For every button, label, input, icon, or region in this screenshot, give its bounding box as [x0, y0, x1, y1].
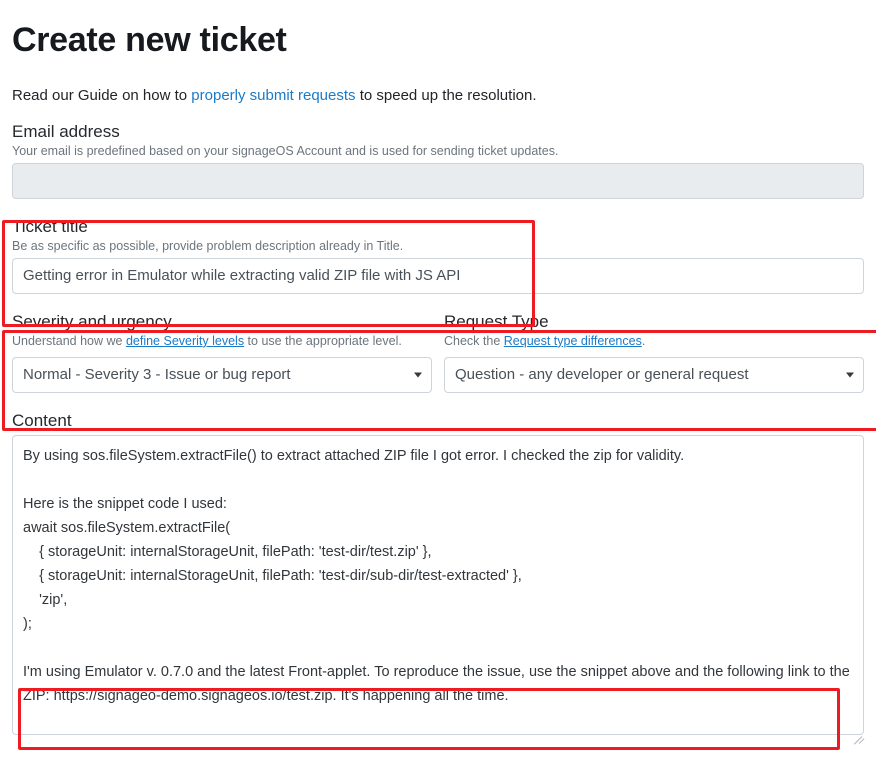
email-field[interactable]	[12, 163, 864, 199]
submit-requests-guide-link[interactable]: properly submit requests	[191, 86, 356, 104]
severity-select[interactable]	[12, 357, 432, 393]
content-textarea[interactable]	[12, 435, 864, 735]
severity-help-prefix: Understand how we	[12, 333, 126, 348]
severity-help	[12, 334, 432, 348]
request-type-help-suffix: .	[641, 333, 646, 348]
request-type-label: Request Type	[444, 311, 549, 331]
intro-text	[12, 87, 864, 104]
email-help: Your email is predefined based on your signageOS Account and is used for sending ticket updates.	[12, 143, 559, 158]
request-type-select[interactable]	[444, 357, 864, 393]
request-type-help	[444, 334, 864, 348]
ticket-title-input[interactable]	[12, 258, 864, 294]
severity-levels-link[interactable]: define Severity levels	[125, 333, 245, 348]
ticket-title-help: Be as specific as possible, provide problem description already in Title.	[12, 238, 404, 253]
severity-help-suffix: to use the appropriate level.	[244, 333, 402, 348]
content-label: Content	[12, 410, 72, 430]
severity-label: Severity and urgency	[12, 311, 172, 331]
ticket-title-label: Ticket title	[12, 216, 88, 236]
email-label: Email address	[12, 121, 120, 141]
request-type-help-prefix: Check the	[444, 333, 504, 348]
page-title: Create new ticket	[12, 21, 287, 59]
request-type-differences-link[interactable]: Request type differences	[503, 333, 642, 348]
intro-prefix: Read our Guide on how to	[12, 86, 192, 104]
intro-suffix: to speed up the resolution.	[355, 86, 537, 104]
